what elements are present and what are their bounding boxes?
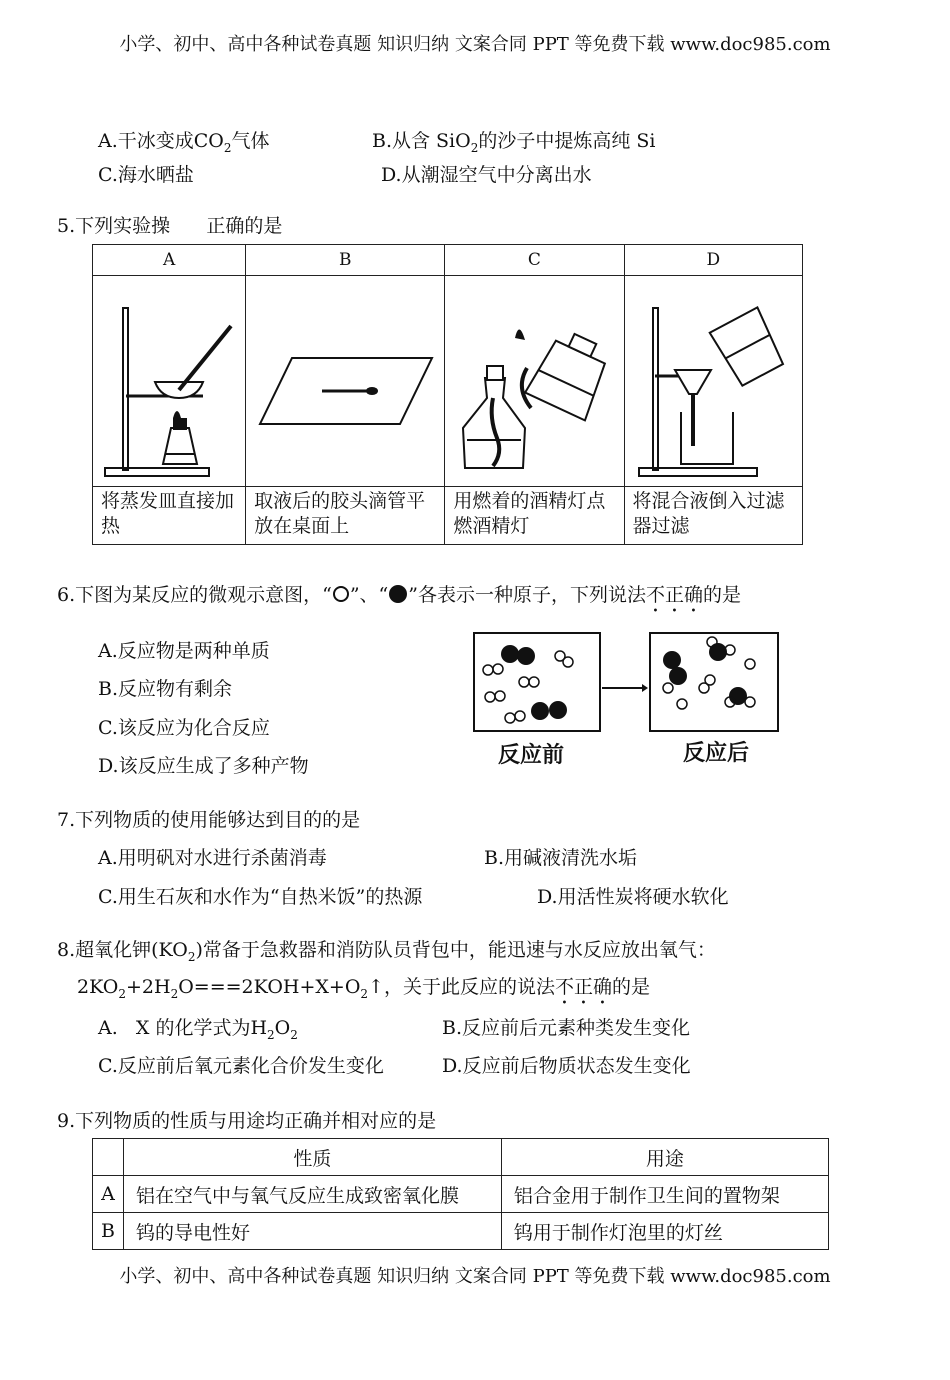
- q5-image-c: [445, 276, 624, 487]
- q6-option-d: D.该反应生成了多种产物: [98, 755, 309, 777]
- q5-caption-a: 将蒸发皿直接加热: [93, 487, 246, 545]
- label-after: 反应后: [683, 740, 750, 766]
- alcohol-lamps-icon: [445, 278, 621, 484]
- q5-header-c: C: [445, 245, 624, 276]
- page-header: 小学、初中、高中各种试卷真题 知识归纳 文案合同 PPT 等免费下载 www.doc985.com: [119, 34, 831, 55]
- q4-option-c: C.海水晒盐: [98, 164, 194, 186]
- solid-atom-icon: [388, 584, 408, 604]
- q8-option-a: A. X 的化学式为$H_2O_2$: [98, 1017, 298, 1042]
- q5-image-a: [93, 276, 246, 487]
- q5-caption-c: 用燃着的酒精灯点燃酒精灯: [445, 487, 624, 545]
- q9-table: [92, 1138, 829, 1250]
- q9-property-cell: 铝在空气中与氧气反应生成致密氧化膜: [123, 1176, 501, 1213]
- q7-option-c: C.用生石灰和水作为“自热米饭”的热源: [98, 886, 423, 908]
- q5-header-a: A: [93, 245, 246, 276]
- q5-caption-b: 取液后的胶头滴管平放在桌面上: [246, 487, 445, 545]
- q7-stem: 7.下列物质的使用能够达到目的的是: [57, 809, 361, 831]
- q9-header-use: 用途: [501, 1139, 828, 1176]
- reaction-diagram: [472, 630, 784, 734]
- q9-corner: [93, 1139, 124, 1176]
- q8-option-d: D.反应前后物质状态发生变化: [442, 1055, 691, 1077]
- q5-stem: 5.下列实验操 正确的是: [57, 215, 283, 237]
- q8-stem: 8.超氧化钾$(KO_2)$常备于急救器和消防队员背包中，能迅速与水反应放出氧气：: [57, 939, 716, 964]
- q8-equation: $2KO_2+2H_2O===2KOH+X+O_2↑$，关于此反应的说法不正确的是: [77, 976, 651, 1001]
- page-footer: 小学、初中、高中各种试卷真题 知识归纳 文案合同 PPT 等免费下载 www.doc985.com: [119, 1266, 831, 1287]
- q9-row-label: B: [93, 1213, 124, 1250]
- dropper-on-table-icon: [246, 278, 442, 484]
- q9-header-property: 性质: [123, 1139, 501, 1176]
- q9-property-cell: 钨的导电性好: [123, 1213, 501, 1250]
- q9-stem: 9.下列物质的性质与用途均正确并相对应的是: [57, 1110, 437, 1132]
- q9-use-cell: 铝合金用于制作卫生间的置物架: [501, 1176, 828, 1213]
- q8-option-c: C.反应前后氧元素化合价发生变化: [98, 1055, 384, 1077]
- hollow-atom-icon: [332, 585, 350, 603]
- q5-header-d: D: [624, 245, 802, 276]
- q7-option-d: D.用活性炭将硬水软化: [537, 886, 729, 908]
- evaporating-dish-apparatus-icon: [93, 278, 243, 484]
- q5-image-d: [624, 276, 802, 487]
- q6-option-a: A.反应物是两种单质: [98, 640, 270, 662]
- q9-use-cell: 钨用于制作灯泡里的灯丝: [501, 1213, 828, 1250]
- q5-caption-d: 将混合液倒入过滤器过滤: [624, 487, 802, 545]
- before-molecules: [501, 645, 567, 720]
- q4-option-d: D.从潮湿空气中分离出水: [381, 164, 592, 186]
- q9-row-label: A: [93, 1176, 124, 1213]
- q8-option-b: B.反应前后元素种类发生变化: [442, 1017, 691, 1039]
- q4-option-a: A.干冰变成$CO_2$气体: [98, 130, 270, 155]
- q6-stem: 6.下图为某反应的微观示意图，“ ”、“ ”各表示一种原子，下列说法不正确的是: [57, 584, 742, 606]
- label-before: 反应前: [498, 742, 565, 768]
- q6-option-b: B.反应物有剩余: [98, 678, 233, 700]
- q7-option-b: B.用碱液清洗水垢: [484, 847, 638, 869]
- q5-table: [92, 244, 803, 545]
- q6-option-c: C.该反应为化合反应: [98, 717, 270, 739]
- q5-image-b: [246, 276, 445, 487]
- filtration-apparatus-icon: [625, 278, 801, 484]
- q7-option-a: A.用明矾对水进行杀菌消毒: [98, 847, 327, 869]
- q5-header-b: B: [246, 245, 445, 276]
- q4-option-b: B.从含 SiO$_2$的沙子中提炼高纯 Si: [372, 130, 656, 155]
